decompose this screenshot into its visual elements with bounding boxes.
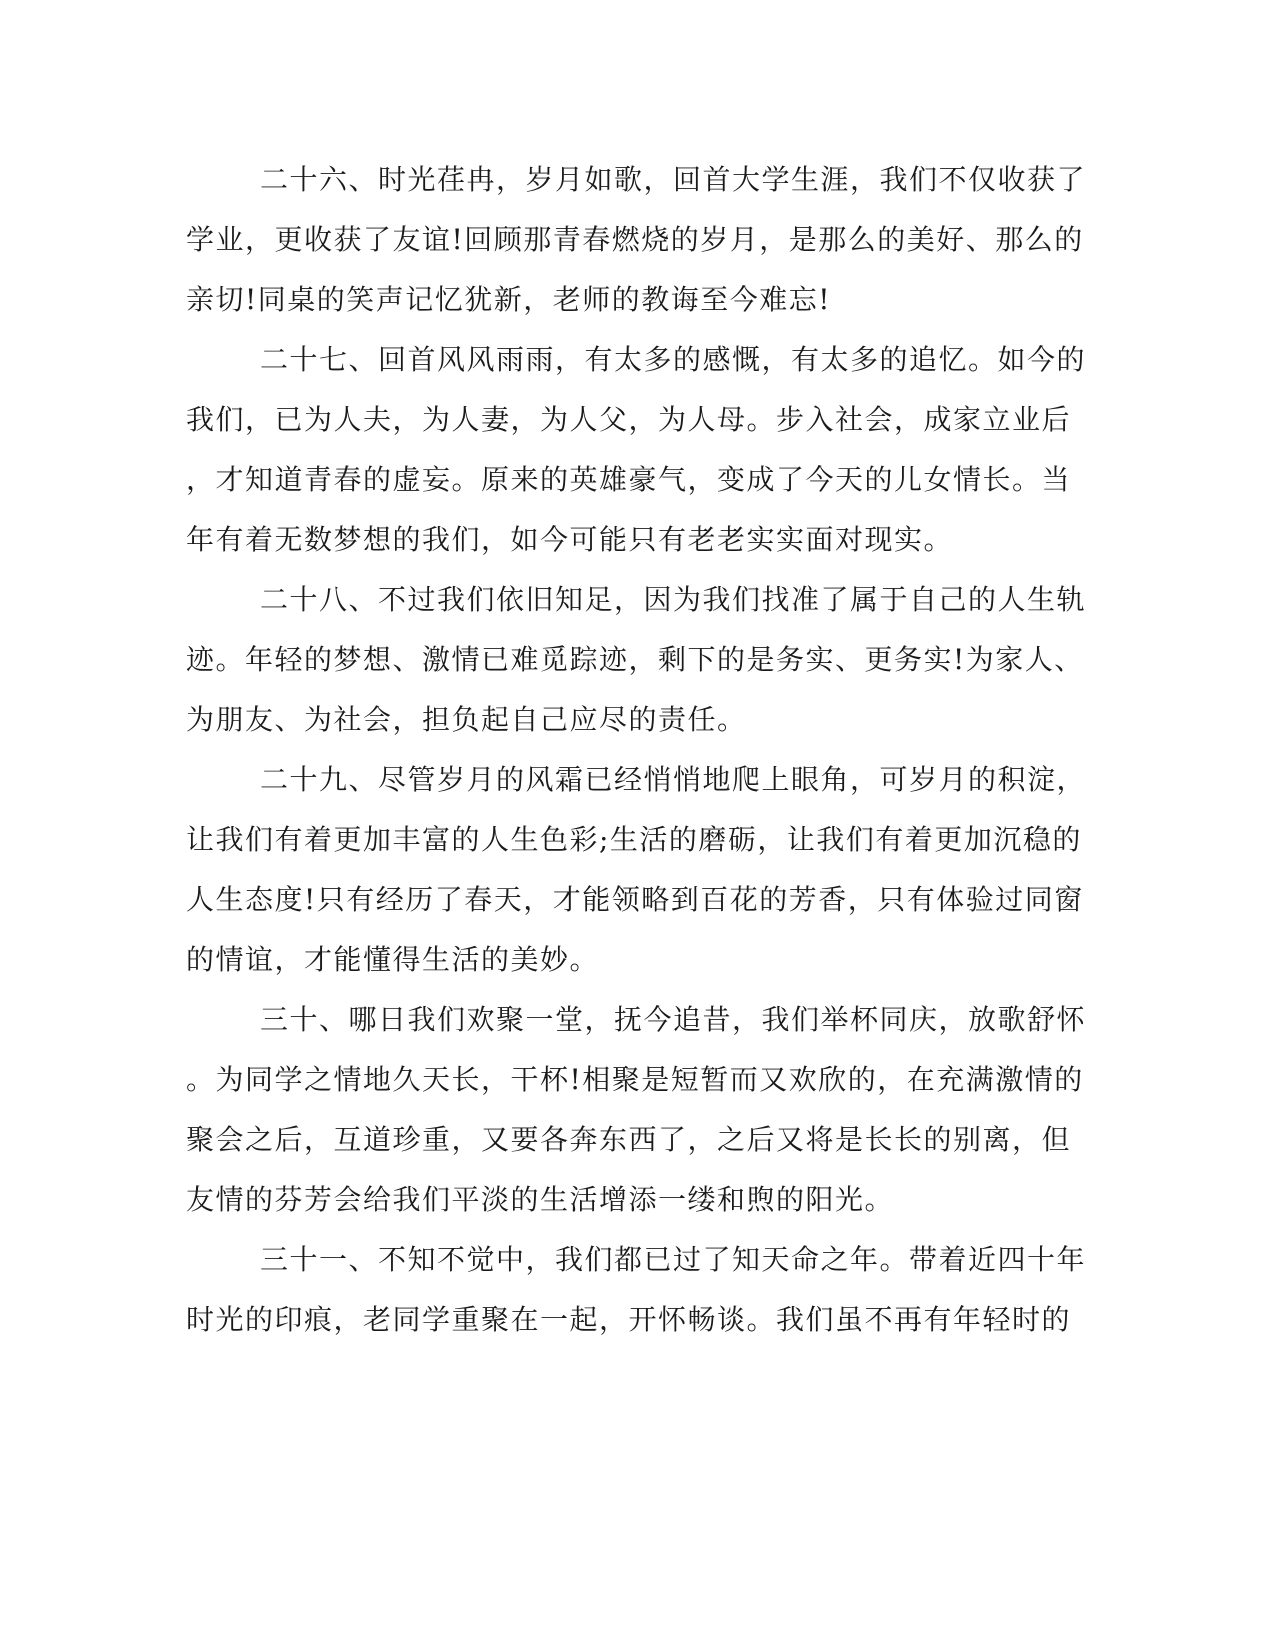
paragraph-31 (186, 1240, 1087, 1340)
paragraph-line: 三十、哪日我们欢聚一堂，抚今追昔，我们举杯同庆，放歌舒怀 (260, 1003, 1087, 1036)
paragraph-line: 亲切!同桌的笑声记忆犹新，老师的教诲至今难忘! (186, 283, 832, 316)
paragraph-line: 二十六、时光荏冉，岁月如歌，回首大学生涯，我们不仅收获了 (260, 163, 1087, 196)
paragraph-line: 让我们有着更加丰富的人生色彩;生活的磨砺，让我们有着更加沉稳的 (186, 823, 1082, 856)
paragraph-line: 二十八、不过我们依旧知足，因为我们找准了属于自己的人生轨 (260, 583, 1087, 616)
paragraph-27 (186, 340, 1087, 560)
paragraph-line: ，才知道青春的虚妄。原来的英雄豪气，变成了今天的儿女情长。当 (186, 463, 1072, 496)
paragraph-line: 年有着无数梦想的我们，如今可能只有老老实实面对现实。 (186, 523, 954, 556)
paragraph-line: 二十七、回首风风雨雨，有太多的感慨，有太多的追忆。如今的 (260, 343, 1087, 376)
paragraph-line: 的情谊，才能懂得生活的美妙。 (186, 943, 600, 976)
paragraph-line: 我们，已为人夫，为人妻，为人父，为人母。步入社会，成家立业后 (186, 403, 1072, 436)
paragraph-line: 。为同学之情地久天长，干杯!相聚是短暂而又欢欣的，在充满激情的 (186, 1063, 1084, 1096)
paragraph-line: 学业，更收获了友谊!回顾那青春燃烧的岁月，是那么的美好、那么的 (186, 223, 1084, 256)
paragraph-line: 三十一、不知不觉中，我们都已过了知天命之年。带着近四十年 (260, 1243, 1087, 1276)
paragraph-26 (186, 160, 1087, 320)
paragraph-line: 友情的芬芳会给我们平淡的生活增添一缕和煦的阳光。 (186, 1183, 895, 1216)
paragraph-line: 迹。年轻的梦想、激情已难觅踪迹，剩下的是务实、更务实!为家人、 (186, 643, 1084, 676)
paragraph-line: 人生态度!只有经历了春天，才能领略到百花的芳香，只有体验过同窗 (186, 883, 1084, 916)
paragraph-30 (186, 1000, 1087, 1220)
paragraph-line: 时光的印痕，老同学重聚在一起，开怀畅谈。我们虽不再有年轻时的 (186, 1303, 1072, 1336)
paragraph-29 (186, 760, 1087, 980)
paragraph-line: 聚会之后，互道珍重，又要各奔东西了，之后又将是长长的别离，但 (186, 1123, 1072, 1156)
paragraph-28 (186, 580, 1087, 740)
paragraph-line: 二十九、尽管岁月的风霜已经悄悄地爬上眼角，可岁月的积淀， (260, 763, 1087, 796)
document-body (186, 160, 1087, 1360)
paragraph-line: 为朋友、为社会，担负起自己应尽的责任。 (186, 703, 747, 736)
